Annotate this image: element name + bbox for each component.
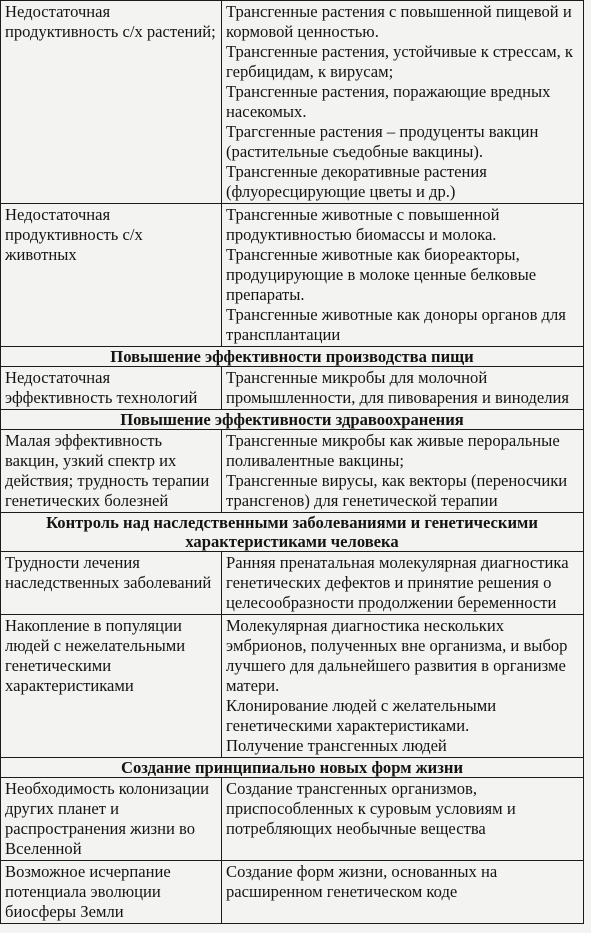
- section-title: Повышение эффективности производства пищи: [1, 347, 584, 367]
- section-title: Контроль над наследственными заболеваниями и генетическими характеристиками человека: [1, 513, 584, 552]
- solution-item: Трансгенные вирусы, как векторы (переносчики трансгенов) для генетической терапии: [226, 471, 568, 510]
- solution-cell: [222, 778, 584, 861]
- table-row: [1, 367, 584, 410]
- solution-item: Создание трансгенных организмов, приспособленных к суровым условиям и потребляющих необычные вещества: [226, 779, 516, 838]
- table-row: [1, 1, 584, 204]
- table-row: [1, 778, 584, 861]
- problem-cell: Недостаточная эффективность технологий: [1, 367, 222, 410]
- table-row: [1, 861, 584, 924]
- solution-cell: [222, 861, 584, 924]
- solution-item: Трансгенные растения, поражающие вредных насекомых.: [226, 82, 551, 121]
- solution-cell: [222, 204, 584, 347]
- solution-item: Трансгенные животные как биореакторы, продуцирующие в молоке ценные белковые препараты.: [226, 245, 537, 304]
- section-header-row: [1, 758, 584, 778]
- table-row: [1, 552, 584, 615]
- solution-item: Трансгенные животные с повышенной продуктивностью биомассы и молока.: [226, 205, 500, 244]
- solution-cell: [222, 367, 584, 410]
- solution-item: Создание форм жизни, основанных на расширенном генетическом коде: [226, 862, 498, 901]
- solution-cell: [222, 430, 584, 513]
- solution-item: Ранняя пренатальная молекулярная диагностика генетических дефектов и принятие решения о целесообразности продолжении беременности: [226, 553, 569, 612]
- table-row: [1, 204, 584, 347]
- table-row: [1, 430, 584, 513]
- solution-item: Трансгенные животные как доноры органов для трансплантации: [226, 305, 566, 344]
- solution-item: Получение трансгенных людей: [226, 736, 447, 755]
- solution-item: Трансгенные декоративные растения (флуоресцирующие цветы и др.): [226, 162, 487, 201]
- section-header-row: [1, 513, 584, 552]
- problem-cell: Недостаточная продуктивность с/х растений;: [1, 1, 222, 204]
- problem-cell: Необходимость колонизации других планет и распространения жизни во Вселенной: [1, 778, 222, 861]
- solution-item: Трагсгенные растения – продуценты вакцин (растительные съедобные вакцины).: [226, 122, 539, 161]
- problem-cell: Трудности лечения наследственных заболеваний: [1, 552, 222, 615]
- solution-item: Клонирование людей с желательными генетическими характеристиками.: [226, 696, 497, 735]
- problem-cell: Малая эффективность вакцин, узкий спектр их действия; трудность терапии генетических болезней: [1, 430, 222, 513]
- problem-cell: Недостаточная продуктивность с/х животных: [1, 204, 222, 347]
- solution-item: Трансгенные микробы для молочной промышленности, для пивоварения и виноделия: [226, 368, 570, 407]
- problem-cell: Накопление в популяции людей с нежелательными генетическими характеристиками: [1, 615, 222, 758]
- solution-cell: [222, 552, 584, 615]
- problem-cell: Возможное исчерпание потенциала эволюции биосферы Земли: [1, 861, 222, 924]
- solution-item: Молекулярная диагностика нескольких эмбрионов, полученных вне организма, и выбор лучшего для дальнейшего развития в организме матери.: [226, 616, 568, 695]
- solution-cell: [222, 1, 584, 204]
- table-row: [1, 615, 584, 758]
- solution-item: Трансгенные микробы как живые пероральные поливалентные вакцины;: [226, 431, 560, 470]
- section-title: Повышение эффективности здравоохранения: [1, 410, 584, 430]
- section-header-row: [1, 347, 584, 367]
- section-header-row: [1, 410, 584, 430]
- solution-item: Трансгенные растения, устойчивые к стрессам, к гербицидам, к вирусам;: [226, 42, 573, 81]
- solution-cell: [222, 615, 584, 758]
- section-title: Создание принципиально новых форм жизни: [1, 758, 584, 778]
- solution-item: Трансгенные растения с повышенной пищевой и кормовой ценностью.: [226, 2, 572, 41]
